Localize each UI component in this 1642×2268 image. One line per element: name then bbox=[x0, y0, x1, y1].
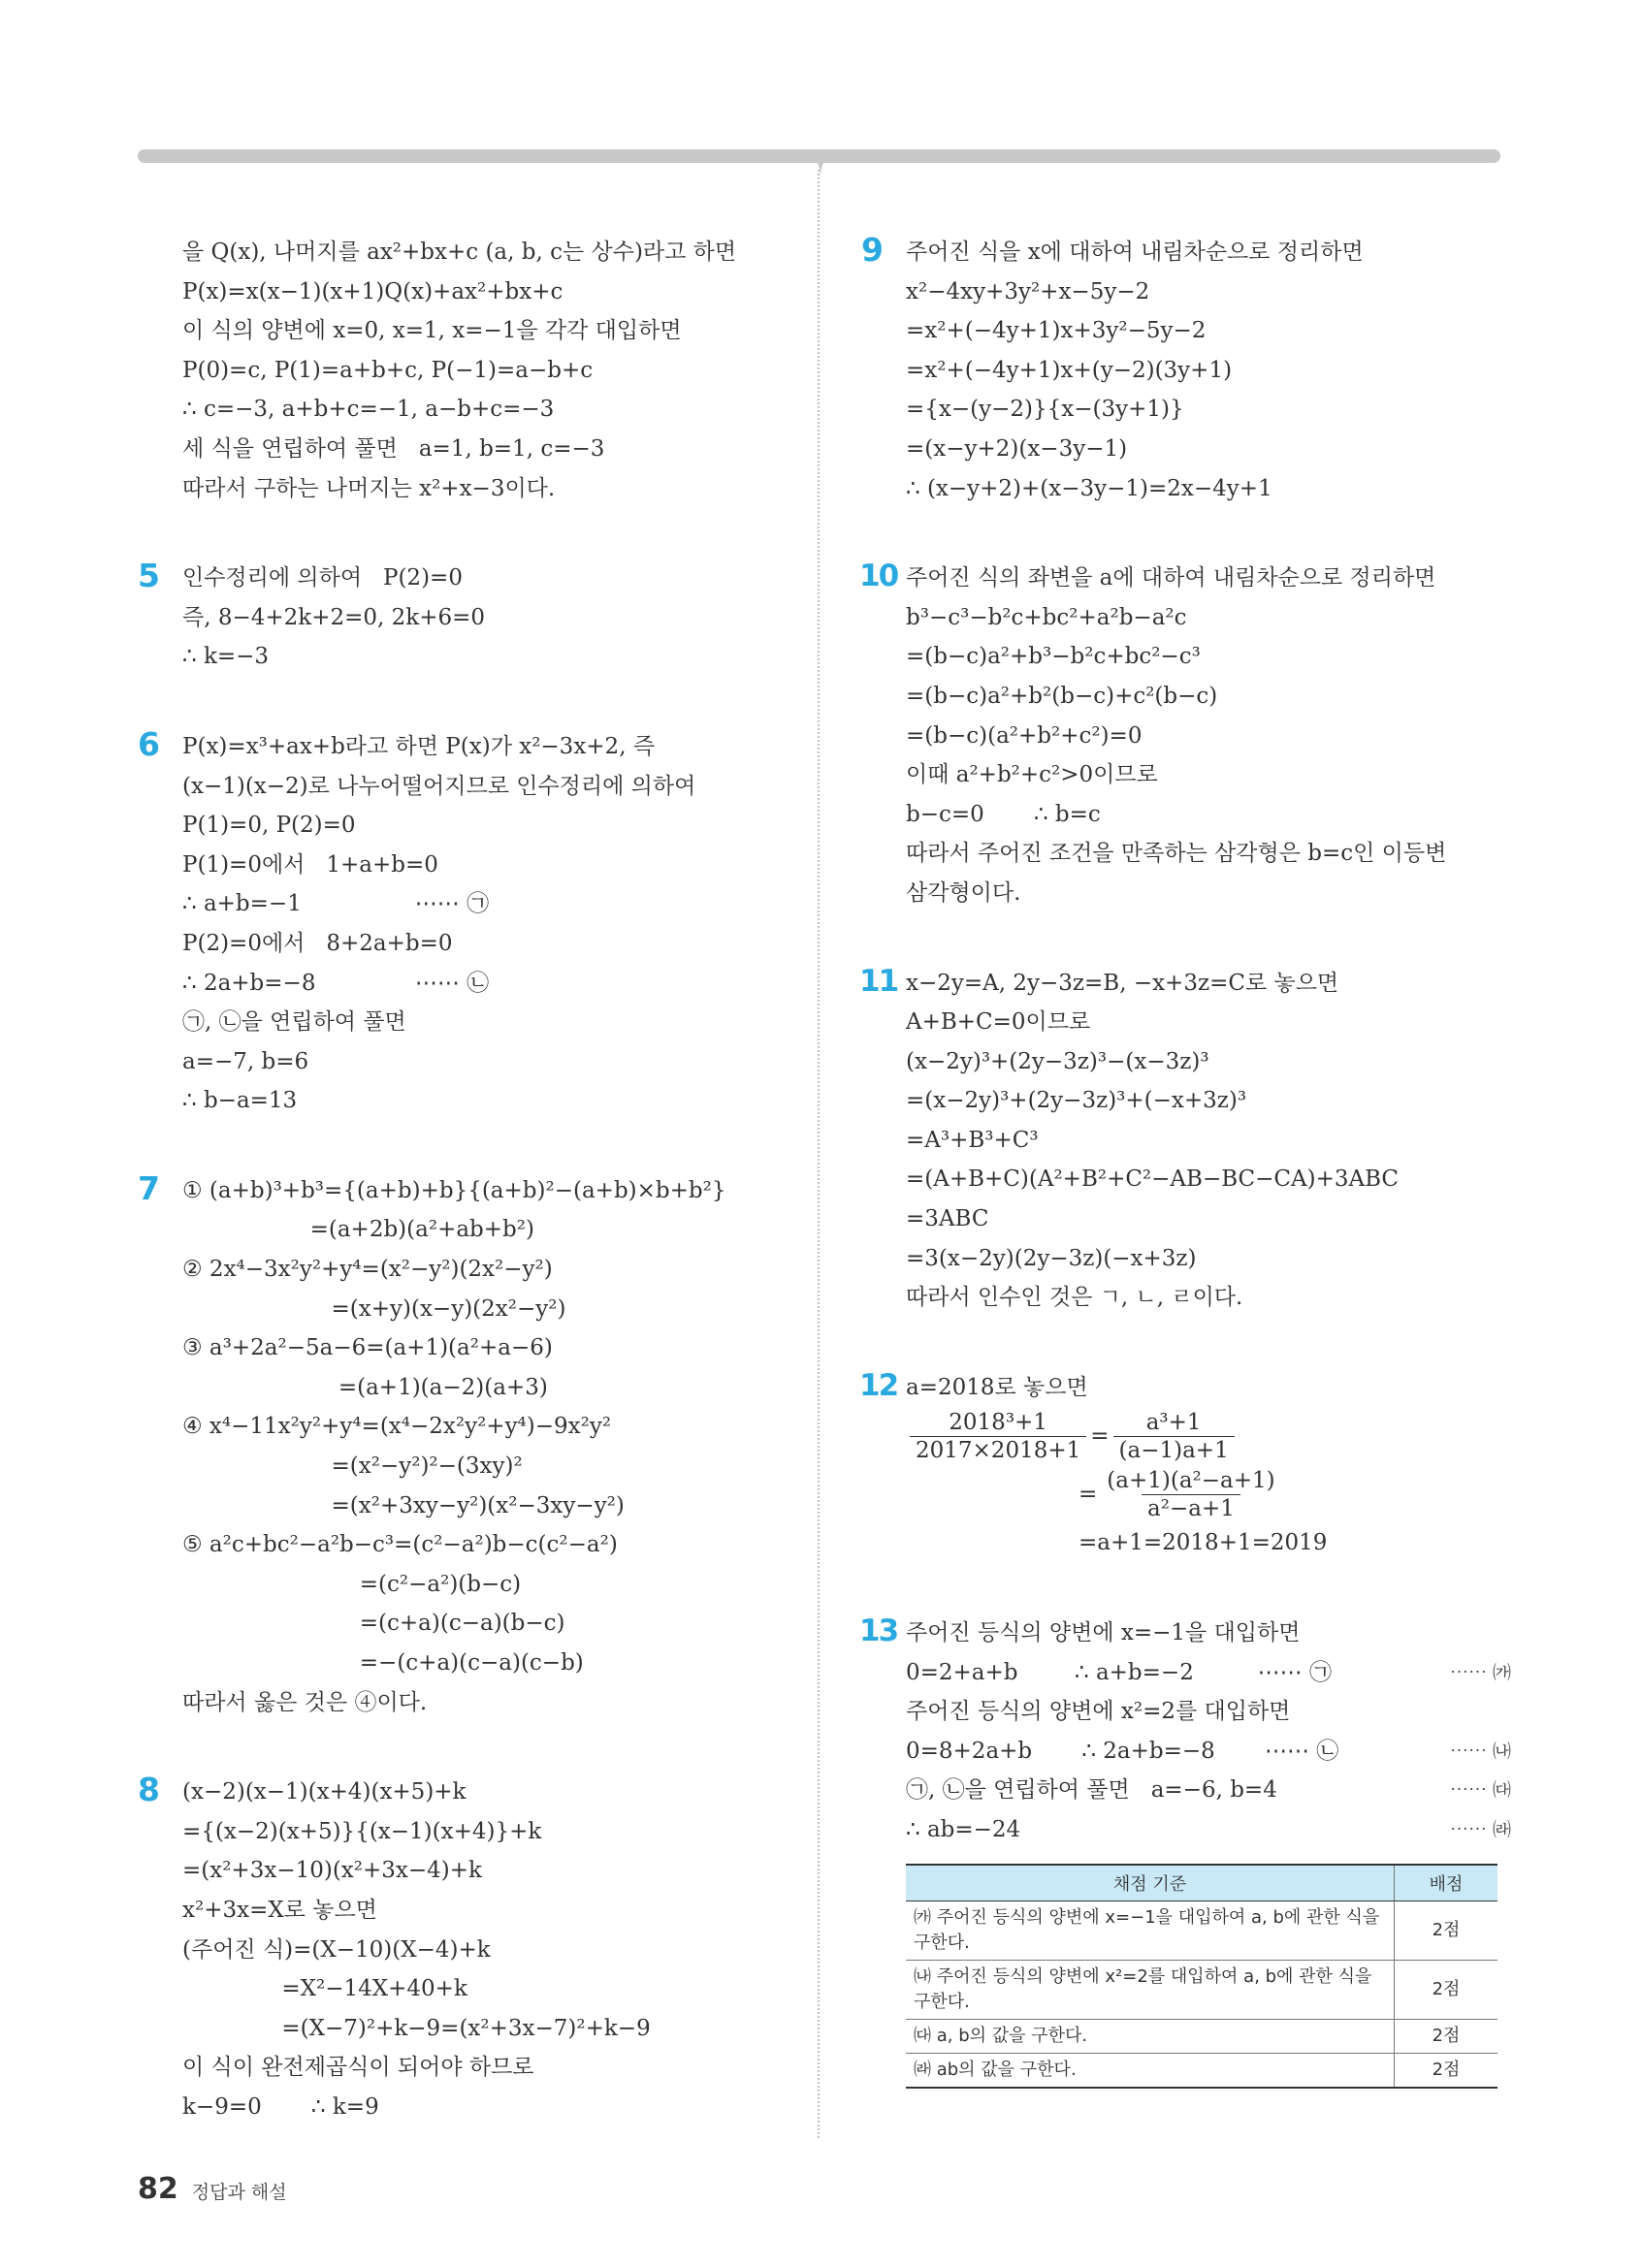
text-line: a=2018로 놓으면 bbox=[906, 1374, 1088, 1400]
text-line: =X²−14X+40+k bbox=[182, 1976, 467, 2002]
text-line: a=−7, b=6 bbox=[182, 1048, 309, 1074]
text-line: (x−1)(x−2)로 나누어떨어지므로 인수정리에 의하여 bbox=[182, 773, 696, 799]
fraction-equation-1 bbox=[906, 1407, 1511, 1465]
left-column bbox=[138, 233, 797, 2127]
text-line: b³−c³−b²c+bc²+a²b−a²c bbox=[906, 604, 1187, 630]
text-line: =−(c+a)(c−a)(c−b) bbox=[182, 1650, 584, 1676]
problem-number: 7 bbox=[138, 1168, 160, 1207]
text-line: =(a+2b)(a²+ab+b²) bbox=[182, 1217, 534, 1243]
text-line: =x²+(−4y+1)x+3y²−5y−2 bbox=[906, 318, 1207, 344]
problem-10 bbox=[861, 559, 1511, 912]
text-line: =(A+B+C)(A²+B²+C²−AB−BC−CA)+3ABC bbox=[906, 1166, 1400, 1193]
text-line: P(0)=c, P(1)=a+b+c, P(−1)=a−b+c bbox=[182, 357, 594, 383]
text-line: 즉, 8−4+2k+2=0, 2k+6=0 bbox=[182, 604, 486, 630]
denominator: 2017×2018+1 bbox=[910, 1436, 1086, 1464]
text-line bbox=[906, 1613, 1511, 1653]
step-tag: ⋯⋯ ㈏ bbox=[1449, 1740, 1511, 1762]
text-line: ={x−(y−2)}{x−(3y+1)} bbox=[906, 397, 1184, 423]
text-line: =(c²−a²)(b−c) bbox=[182, 1571, 522, 1597]
text-line: =(a+1)(a−2)(a+3) bbox=[182, 1374, 548, 1400]
fraction bbox=[1101, 1467, 1280, 1522]
text-line: =(b−c)a²+b³−b²c+bc²−c³ bbox=[906, 644, 1201, 670]
score-cell: 2점 bbox=[1395, 1901, 1498, 1960]
score-cell: 2점 bbox=[1395, 2053, 1498, 2088]
text-line: ∴ c=−3, a+b+c=−1, a−b+c=−3 bbox=[182, 397, 555, 423]
header-criteria: 채점 기준 bbox=[906, 1865, 1395, 1901]
text-line: ④ x⁴−11x²y²+y⁴=(x⁴−2x²y²+y⁴)−9x²y² bbox=[182, 1414, 612, 1440]
text-line: 따라서 옳은 것은 ④이다. bbox=[182, 1689, 428, 1715]
problem-8 bbox=[138, 1773, 797, 2126]
page-footer bbox=[138, 2172, 287, 2206]
problem-number: 11 bbox=[859, 963, 898, 999]
problem-number: 8 bbox=[138, 1771, 160, 1809]
text-line: 이 식의 양변에 x=0, x=1, x=−1을 각각 대입하면 bbox=[182, 318, 682, 344]
text-line: (x−2)(x−1)(x+4)(x+5)+k bbox=[182, 1779, 467, 1805]
table-row bbox=[906, 1901, 1497, 1960]
numerator: (a+1)(a²−a+1) bbox=[1107, 1467, 1275, 1493]
table-row bbox=[906, 2053, 1497, 2088]
step-tag: ⋯⋯ ㈑ bbox=[1449, 1819, 1511, 1840]
text-line: =(b−c)a²+b²(b−c)+c²(b−c) bbox=[906, 683, 1218, 709]
fraction-equation-2 bbox=[906, 1465, 1511, 1523]
text-line: P(2)=0에서 8+2a+b=0 bbox=[182, 930, 453, 956]
text-line: =(x−2y)³+(2y−3z)³+(−x+3z)³ bbox=[906, 1088, 1247, 1114]
step-tag: ⋯⋯ ㈎ bbox=[1449, 1661, 1511, 1683]
grading-table bbox=[906, 1864, 1497, 2089]
table-header-row bbox=[906, 1865, 1497, 1901]
text-line: 따라서 주어진 조건을 만족하는 삼각형은 b=c인 이등변 bbox=[906, 841, 1447, 867]
text-line: ={(x−2)(x+5)}{(x−1)(x+4)}+k bbox=[182, 1818, 542, 1844]
footer-label: 정답과 해설 bbox=[191, 2182, 287, 2203]
problem-12 bbox=[861, 1368, 1511, 1563]
fraction bbox=[1113, 1409, 1235, 1464]
page-number: 82 bbox=[138, 2172, 178, 2206]
text-line: 주어진 식의 좌변을 a에 대하여 내림차순으로 정리하면 bbox=[906, 565, 1436, 591]
text-line: =3(x−2y)(2y−3z)(−x+3z) bbox=[906, 1245, 1197, 1271]
text-line: A+B+C=0이므로 bbox=[906, 1009, 1091, 1036]
line-text: ∴ ab=−24 bbox=[906, 1817, 1021, 1842]
text-line: =(x²−y²)²−(3xy)² bbox=[182, 1453, 523, 1480]
text-line: ∴ (x−y+2)+(x−3y−1)=2x−4y+1 bbox=[906, 475, 1272, 501]
text-line: =A³+B³+C³ bbox=[906, 1127, 1039, 1153]
continuation-block bbox=[138, 233, 797, 508]
text-line: 따라서 인수인 것은 ㄱ, ㄴ, ㄹ이다. bbox=[906, 1285, 1243, 1311]
text-line: 인수정리에 의하여 P(2)=0 bbox=[182, 565, 463, 591]
text-line: x−2y=A, 2y−3z=B, −x+3z=C로 놓으면 bbox=[906, 970, 1339, 996]
text-line: P(1)=0, P(2)=0 bbox=[182, 813, 356, 839]
column-divider bbox=[818, 170, 820, 2138]
text-line: x²−4xy+3y²+x−5y−2 bbox=[906, 278, 1150, 304]
problem-7 bbox=[138, 1168, 797, 1722]
problem-number: 9 bbox=[861, 231, 884, 269]
text-line: ∴ k=−3 bbox=[182, 644, 270, 670]
text-line: 주어진 식을 x에 대하여 내림차순으로 정리하면 bbox=[906, 240, 1364, 265]
text-line: P(1)=0에서 1+a+b=0 bbox=[182, 851, 438, 878]
equals-sign: = bbox=[1090, 1423, 1110, 1450]
text-line: b−c=0 ∴ b=c bbox=[906, 801, 1101, 827]
text-line bbox=[906, 1692, 1511, 1732]
problem-number: 10 bbox=[859, 559, 898, 594]
text-line: ⑤ a²c+bc²−a²b−c³=(c²−a²)b−c(c²−a²) bbox=[182, 1532, 618, 1558]
problem-number: 6 bbox=[138, 724, 160, 763]
line-text: ㉠, ㉡을 연립하여 풀면 a=−6, b=4 bbox=[906, 1777, 1277, 1804]
text-line: =a+1=2018+1=2019 bbox=[1079, 1530, 1328, 1556]
score-cell: 2점 bbox=[1395, 1960, 1498, 2019]
text-line: ㉠, ㉡을 연립하여 풀면 bbox=[182, 1009, 406, 1036]
text-line: ∴ b−a=13 bbox=[182, 1088, 298, 1114]
table-row bbox=[906, 2019, 1497, 2053]
text-line: 이 식이 완전제곱식이 되어야 하므로 bbox=[182, 2055, 534, 2081]
problem-9 bbox=[861, 233, 1511, 508]
header-score: 배점 bbox=[1395, 1865, 1498, 1901]
text-line bbox=[906, 1771, 1511, 1810]
text-line: ② 2x⁴−3x²y²+y⁴=(x²−y²)(2x²−y²) bbox=[182, 1257, 553, 1283]
text-line: 따라서 구하는 나머지는 x²+x−3이다. bbox=[182, 475, 556, 501]
problem-number: 12 bbox=[859, 1367, 898, 1403]
problem-6 bbox=[138, 724, 797, 1121]
problem-number: 13 bbox=[859, 1613, 898, 1649]
numerator: a³+1 bbox=[1145, 1409, 1202, 1435]
criteria-cell: ㈐ a, b의 값을 구한다. bbox=[906, 2019, 1395, 2053]
text-line: =(x²+3x−10)(x²+3x−4)+k bbox=[182, 1858, 482, 1884]
text-line: 세 식을 연립하여 풀면 a=1, b=1, c=−3 bbox=[182, 435, 605, 462]
text-line bbox=[906, 1810, 1511, 1850]
text-line: (x−2y)³+(2y−3z)³−(x−3z)³ bbox=[906, 1048, 1209, 1074]
equals-sign: = bbox=[1079, 1482, 1098, 1508]
text-line: =x²+(−4y+1)x+(y−2)(3y+1) bbox=[906, 357, 1233, 383]
text-line: ∴ 2a+b=−8 ⋯⋯ ㉡ bbox=[182, 970, 490, 996]
text-line: k−9=0 ∴ k=9 bbox=[182, 2093, 379, 2120]
fraction bbox=[910, 1409, 1086, 1464]
criteria-cell: ㈑ ab의 값을 구한다. bbox=[906, 2053, 1395, 2088]
line-text: 0=8+2a+b ∴ 2a+b=−8 ⋯⋯ ㉡ bbox=[906, 1738, 1339, 1764]
top-bar-notch bbox=[797, 149, 844, 178]
text-line bbox=[906, 1732, 1511, 1772]
criteria-cell: ㈎ 주어진 등식의 양변에 x=−1을 대입하여 a, b에 관한 식을 구한다. bbox=[906, 1901, 1395, 1960]
denominator: a²−a+1 bbox=[1142, 1494, 1240, 1522]
text-line: =(x+y)(x−y)(2x²−y²) bbox=[182, 1295, 566, 1322]
table-row bbox=[906, 1960, 1497, 2019]
problem-11 bbox=[861, 964, 1511, 1318]
text-line: =(x−y+2)(x−3y−1) bbox=[906, 435, 1128, 462]
step-tag: ⋯⋯ ㈐ bbox=[1449, 1779, 1511, 1802]
problem-5 bbox=[138, 559, 797, 677]
right-column bbox=[861, 233, 1511, 2089]
text-line: ∴ a+b=−1 ⋯⋯ ㉠ bbox=[182, 891, 490, 917]
text-line: (주어진 식)=(X−10)(X−4)+k bbox=[182, 1936, 491, 1963]
numerator: 2018³+1 bbox=[949, 1409, 1047, 1435]
text-line: =(x²+3xy−y²)(x²−3xy−y²) bbox=[182, 1492, 625, 1518]
text-line: P(x)=x³+ax+b라고 하면 P(x)가 x²−3x+2, 즉 bbox=[182, 733, 656, 759]
text-line: x²+3x=X로 놓으면 bbox=[182, 1897, 377, 1923]
text-line: 을 Q(x), 나머지를 ax²+bx+c (a, b, c는 상수)라고 하면 bbox=[182, 240, 737, 265]
criteria-cell: ㈏ 주어진 등식의 양변에 x²=2를 대입하여 a, b에 관한 식을 구한다. bbox=[906, 1960, 1395, 2019]
text-line: =(b−c)(a²+b²+c²)=0 bbox=[906, 722, 1143, 749]
text-line: ① (a+b)³+b³={(a+b)+b}{(a+b)²−(a+b)×b+b²} bbox=[182, 1177, 726, 1203]
text-line bbox=[906, 1653, 1511, 1693]
denominator: (a−1)a+1 bbox=[1113, 1436, 1235, 1464]
text-line: P(x)=x(x−1)(x+1)Q(x)+ax²+bx+c bbox=[182, 278, 563, 304]
text-line: ③ a³+2a²−5a−6=(a+1)(a²+a−6) bbox=[182, 1335, 553, 1361]
line-text: 주어진 등식의 양변에 x²=2를 대입하면 bbox=[906, 1699, 1291, 1725]
text-line: 삼각형이다. bbox=[906, 879, 1021, 906]
score-cell: 2점 bbox=[1395, 2019, 1498, 2053]
text-line: =3ABC bbox=[906, 1206, 989, 1232]
problem-number: 5 bbox=[138, 557, 160, 595]
problem-13 bbox=[861, 1613, 1511, 2089]
text-line: =(c+a)(c−a)(b−c) bbox=[182, 1611, 565, 1637]
line-text: 0=2+a+b ∴ a+b=−2 ⋯⋯ ㉠ bbox=[906, 1659, 1332, 1685]
line-text: 주어진 등식의 양변에 x=−1을 대입하면 bbox=[906, 1620, 1301, 1646]
text-line: 이때 a²+b²+c²>0이므로 bbox=[906, 762, 1158, 788]
text-line: =(X−7)²+k−9=(x²+3x−7)²+k−9 bbox=[182, 2015, 651, 2041]
